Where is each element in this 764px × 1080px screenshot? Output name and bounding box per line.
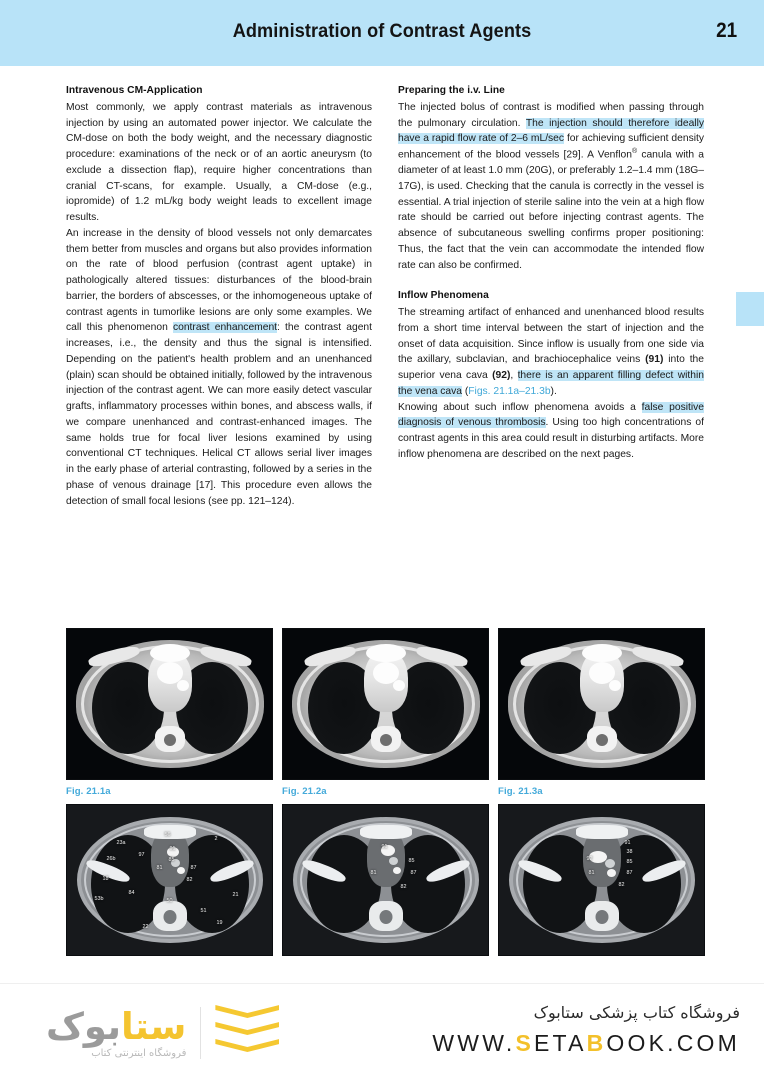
diagram-cell-1 <box>66 804 273 956</box>
footer-website-url[interactable] <box>360 1030 740 1057</box>
logo-subtitle: فروشگاه اینترنتی کتاب <box>91 1047 187 1059</box>
diagram-label: 26b <box>106 856 116 862</box>
anatomic-diagram-2[interactable] <box>282 804 489 956</box>
diagram-cell-3 <box>498 804 705 956</box>
logo-main-text <box>46 1004 187 1048</box>
left-text-column <box>66 84 372 509</box>
diagram-label: 97 <box>138 852 145 858</box>
anatomic-diagram-3[interactable] <box>498 804 705 956</box>
diagram-label: 81 <box>370 870 377 876</box>
diagram-label: 19 <box>216 920 223 926</box>
ct-scan-image-1[interactable] <box>66 628 273 780</box>
figure-caption-2: Fig. 21.2a <box>282 786 327 797</box>
logo-divider <box>200 1007 201 1059</box>
page-header-band <box>0 0 764 66</box>
anatomic-diagram-1[interactable] <box>66 804 273 956</box>
url-gold-b: B <box>586 1030 607 1057</box>
highlight-false-positive: false positive diagnosis of venous thrombosis <box>398 401 704 429</box>
diagram-label: 81 <box>156 865 163 871</box>
right-text-column <box>398 84 704 463</box>
right-p1-text-c: canula with a diameter of at least 1.0 mm (20G), or preferably 1.2–1.4 mm (18G–17G), is used. Checking that the canula is correctly in the vessel is essential. A trial injection of sterile saline into the vein at a high flow rate should be carried out before injecting contrast agents. The absence of subcutaneous swelling confirms proper positioning: Thus, the fact that the vein can accommodate the intended flow rate can also be confirmed. <box>398 149 705 271</box>
figure-cell-1 <box>66 628 273 797</box>
edge-thumb-tab <box>736 292 764 326</box>
figure-row-bottom <box>66 804 706 956</box>
right-p1-text-b: for achieving sufficient density enhancement of the blood vessels [29]. A Venflon <box>398 133 704 161</box>
url-gold-s: S <box>515 1030 534 1057</box>
ct-scan-image-2[interactable] <box>282 628 489 780</box>
highlight-contrast-enhancement: contrast enhancement <box>172 322 278 334</box>
right-paragraph-2 <box>398 305 704 400</box>
right-p2-text-e: ). <box>550 385 557 397</box>
left-p2-text-a: An increase in the density of blood vessels not only demarcates them better from muscles and organs but also provides information on the rate of blood perfusion (contrast agent uptake) in pathologically altered tissues: disturbances of the blood-brain barrier, the borders of abscesses, or the inhomogeneous uptake of contrast agents in tumorlike lesions are only some examples. We call this phenomenon <box>66 227 372 334</box>
right-p2-text-b: into the superior vena cava <box>398 354 704 382</box>
page-body <box>66 84 704 509</box>
anatomy-ref-91: (91) <box>645 354 664 366</box>
diagram-label: 82 <box>618 882 625 888</box>
diagram-label: 82 <box>186 877 193 883</box>
page-title: Administration of Contrast Agents <box>232 20 532 42</box>
url-mid: ETA <box>533 1030 587 1057</box>
right-p2-text-d: ( <box>461 385 469 397</box>
figure-caption-3: Fig. 21.3a <box>498 786 543 797</box>
diagram-label: 81 <box>588 870 595 876</box>
footer-brand-text <box>360 1002 740 1057</box>
figure-row-top <box>66 628 706 797</box>
diagram-label: 21 <box>232 892 239 898</box>
registered-trademark-icon: ® <box>631 148 638 156</box>
diagram-label: 18 <box>102 876 109 882</box>
diagram-label: 91 <box>381 844 388 850</box>
figure-caption-1: Fig. 21.1a <box>66 786 111 797</box>
diagram-label: 51 <box>200 908 207 914</box>
right-paragraph-1 <box>398 100 704 274</box>
right-p2-text-c: , <box>510 370 518 382</box>
diagram-label: 92 <box>586 856 593 862</box>
url-suffix: OOK.COM <box>606 1030 740 1057</box>
logo-wordmark <box>46 1004 187 1059</box>
right-p3-text-b: . Using too high concentrations of contrast agents in this area could result in disturbing artifacts. More inflow phenomena are described on the next pages. <box>398 417 704 460</box>
diagram-label: 2 <box>214 836 218 842</box>
right-p3-text-a: Knowing about such inflow phenomena avoids a <box>398 401 642 413</box>
left-section-heading: Intravenous CM-Application <box>66 85 203 96</box>
left-paragraph-2 <box>66 226 372 510</box>
setabook-logo[interactable] <box>46 1000 346 1066</box>
diagram-cell-2 <box>282 804 489 956</box>
diagram-label: 53b <box>94 896 104 902</box>
url-prefix: WWW. <box>432 1030 516 1057</box>
figure-cell-2 <box>282 628 489 797</box>
diagram-label: 85 <box>408 858 415 864</box>
diagram-label: 50 <box>166 898 173 904</box>
diagram-label: 85 <box>168 857 175 863</box>
diagram-label: 56 <box>164 832 171 838</box>
diagram-label: 87 <box>190 865 197 871</box>
chevron-stack-icon <box>215 1003 279 1063</box>
diagram-label: 91 <box>624 840 631 846</box>
right-p2-text-a: The streaming artifact of enhanced and unenhanced blood results from a short time interval between the start of injection and the onset of data acquisition. Since inflow is usually from one side via the axillary, subclavian, and brachiocephalice veins <box>398 307 704 366</box>
diagram-label: 85 <box>626 859 633 865</box>
logo-grey-part: بوک <box>46 1004 121 1048</box>
highlight-flow-rate: The injection should therefore ideally have a rapid flow rate of 2–6 mL/sec <box>398 117 704 145</box>
figure-cross-reference[interactable]: Figs. 21.1a–21.3b <box>468 385 551 397</box>
site-footer <box>0 983 764 1080</box>
right-paragraph-3 <box>398 400 704 463</box>
diagram-label: 84 <box>128 890 135 896</box>
ct-scan-image-3[interactable] <box>498 628 705 780</box>
highlight-filling-defect: there is an apparent filling defect within the vena cava <box>398 370 704 397</box>
anatomy-ref-92: (92) <box>492 370 511 382</box>
page-number: 21 <box>715 19 737 42</box>
diagram-label: 23a <box>116 840 126 846</box>
right-section-heading-1: Preparing the i.v. Line <box>398 85 505 96</box>
logo-gold-part: ستا <box>120 1004 187 1048</box>
diagram-label: 22 <box>142 924 149 930</box>
diagram-label: 82 <box>400 884 407 890</box>
diagram-label: 91 <box>169 846 176 852</box>
diagram-label: 87 <box>410 870 417 876</box>
left-p2-text-b: : the contrast agent increases, i.e., the density and thus the signal is intensified. Depending on the patient's health problem and an unenhanced (plain) scan should be obtained initially, followed by the intravenous injection of the contrast agent. We can more easily detect vascular grafts, inflammatory processes within bones, and abscess walls, if we compare unenhanced and contrast-enhanced images. The same holds true for focal liver lesions examined by using conventional CT techniques. Helical CT allows serial liver images in the early phase of arterial contrasting, followed by a series in the phase of venous drainage [17]. This procedure even allows the detection of small focal lesions (see pp. 121–124). <box>66 322 372 507</box>
right-section-heading-2: Inflow Phenomena <box>398 290 489 302</box>
left-paragraph-1: Most commonly, we apply contrast materials as intravenous injection by using an automated power injector. We calculate the CM-dose on both the body weight, and the necessary diagnostic procedure: examinations of the neck or of an aortic aneurysm (to exclude a dissection flap), require higher concentrations than cranial CT-scans, for example. Usually, a CM-dose (e.g., iopromide) of 1.2 mL/kg body weight leads to excellent image results. <box>66 101 372 224</box>
figure-cell-3 <box>498 628 705 797</box>
footer-tagline: فروشگاه کتاب پزشکی ستابوک <box>533 1003 740 1022</box>
diagram-label: 87 <box>626 870 633 876</box>
figure-block <box>66 628 706 956</box>
diagram-label: 38 <box>626 849 633 855</box>
right-p1-text-a: The injected bolus of contrast is modified when passing through the pulmonary circulation. <box>398 101 704 129</box>
